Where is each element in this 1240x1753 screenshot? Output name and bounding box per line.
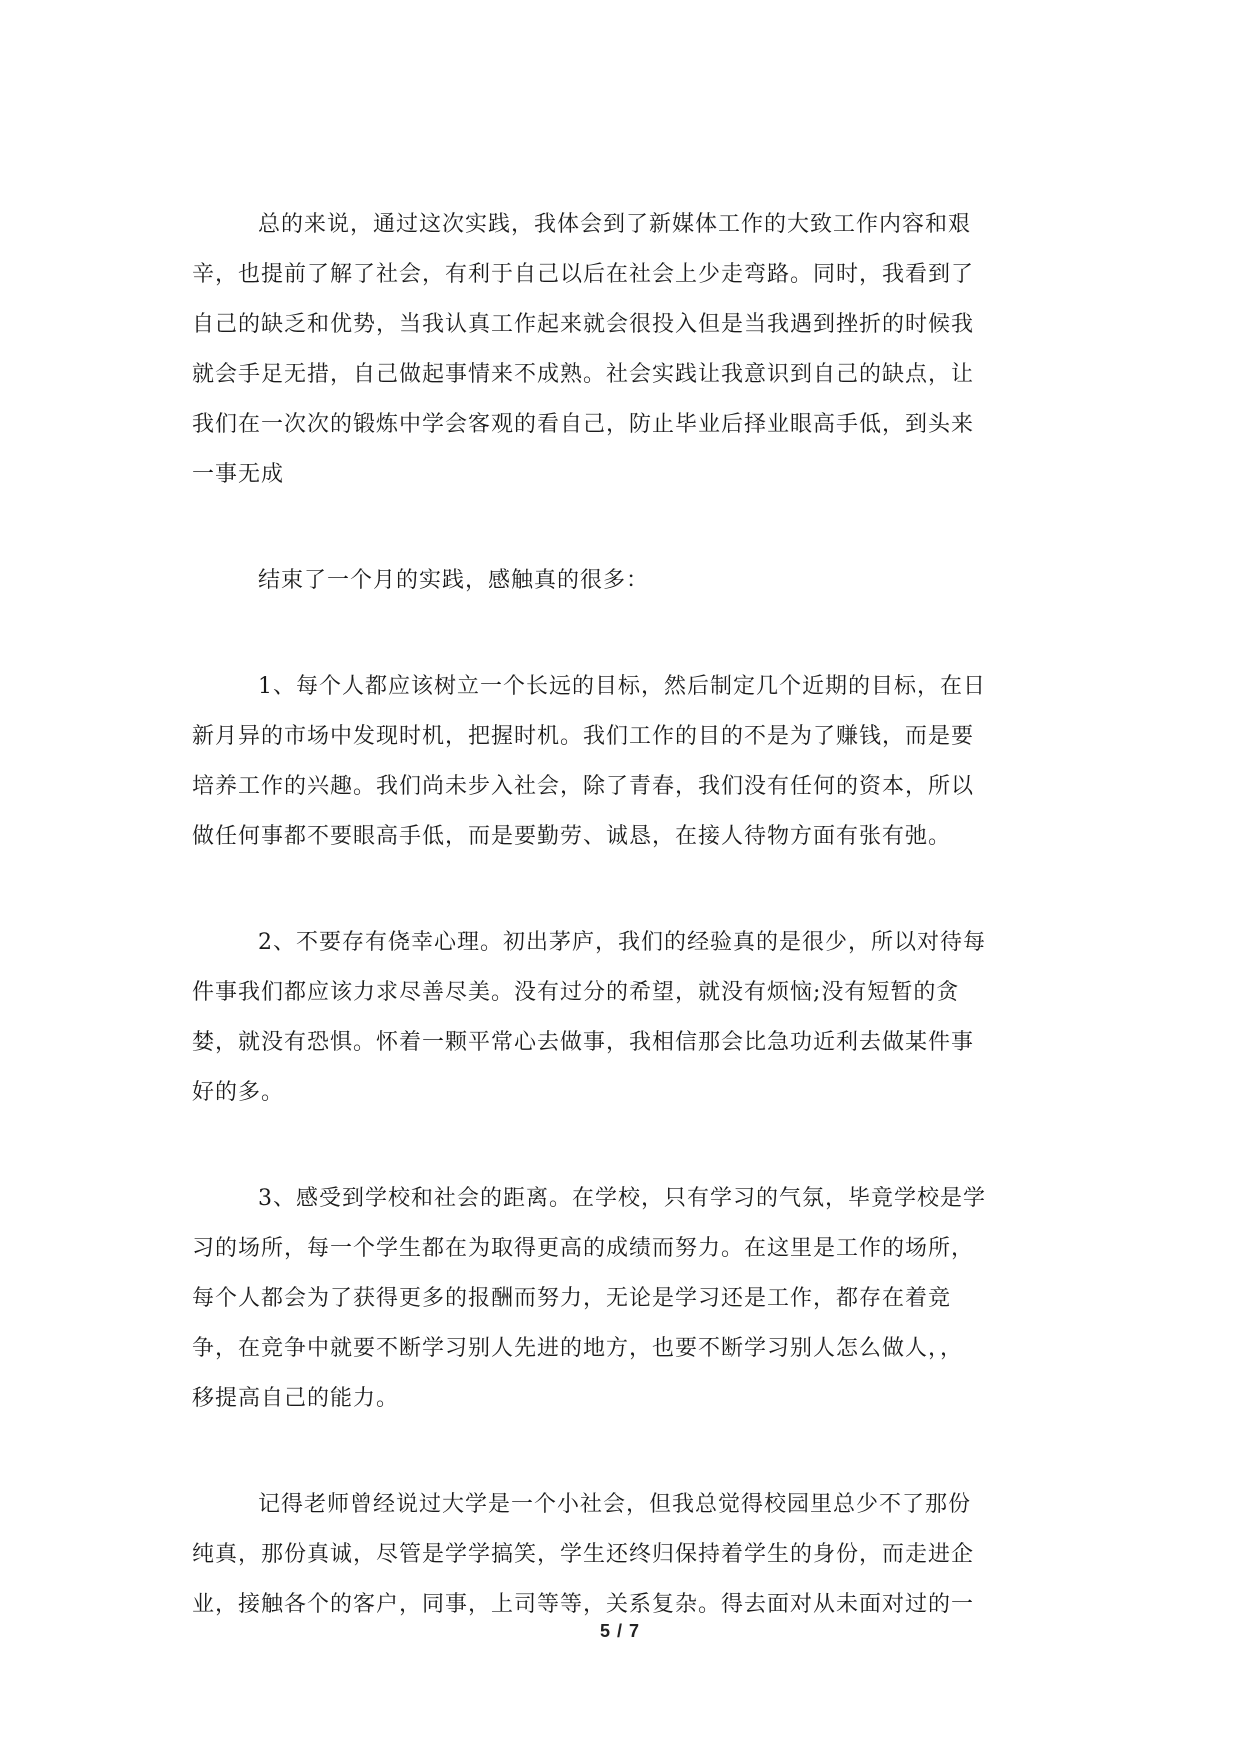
text-line: 培养工作的兴趣。我们尚未步入社会，除了青春，我们没有任何的资本，所以 (192, 774, 975, 799)
text-line: 每个人都会为了获得更多的报酬而努力，无论是学习还是工作，都存在着竞 (192, 1286, 952, 1311)
document-body (192, 200, 1058, 1630)
text-line: 记得老师曾经说过大学是一个小社会，但我总觉得校园里总少不了那份 (258, 1492, 972, 1517)
paragraph-teacher (192, 1480, 1058, 1630)
text-line: 移提高自己的能力。 (192, 1386, 400, 1411)
text-line: 新月异的市场中发现时机，把握时机。我们工作的目的不是为了赚钱，而是要 (192, 724, 975, 749)
text-line: 争，在竞争中就要不断学习别人先进的地方，也要不断学习别人怎么做人，， (192, 1336, 964, 1361)
text-line: 一事无成 (192, 462, 285, 487)
text-line: 好的多。 (192, 1080, 285, 1105)
text-line: 1、每个人都应该树立一个长远的目标，然后制定几个近期的目标，在日 (258, 674, 986, 699)
paragraph-point-1 (192, 662, 1058, 862)
paragraph-spacer (192, 500, 1058, 556)
paragraph-summary (192, 200, 1058, 500)
text-line: 业，接触各个的客户，同事，上司等等，关系复杂。得去面对从未面对过的一 (192, 1592, 975, 1617)
text-line: 结束了一个月的实践，感触真的很多： (258, 568, 650, 593)
text-line: 习的场所，每一个学生都在为取得更高的成绩而努力。在这里是工作的场所， (192, 1236, 975, 1261)
page-number: 5 / 7 (599, 1621, 641, 1641)
text-line: 我们在一次次的锻炼中学会客观的看自己，防止毕业后择业眼高手低，到头来 (192, 412, 975, 437)
text-line: 件事我们都应该力求尽善尽美。没有过分的希望，就没有烦恼;没有短暂的贪 (192, 980, 960, 1005)
text-line: 自己的缺乏和优势，当我认真工作起来就会很投入但是当我遇到挫折的时候我 (192, 312, 975, 337)
paragraph-point-2 (192, 918, 1058, 1118)
text-line: 辛，也提前了解了社会，有利于自己以后在社会上少走弯路。同时，我看到了 (192, 262, 975, 287)
paragraph-point-3 (192, 1174, 1058, 1424)
paragraph-spacer (192, 1424, 1058, 1480)
text-line: 2、不要存有侥幸心理。初出茅庐，我们的经验真的是很少，所以对待每 (258, 930, 986, 955)
paragraph-intro (192, 556, 1058, 606)
text-line: 做任何事都不要眼高手低，而是要勤劳、诚恳，在接人待物方面有张有弛。 (192, 824, 952, 849)
text-line: 总的来说，通过这次实践，我体会到了新媒体工作的大致工作内容和艰 (258, 212, 972, 237)
paragraph-spacer (192, 862, 1058, 918)
paragraph-spacer (192, 1118, 1058, 1174)
text-line: 3、感受到学校和社会的距离。在学校，只有学习的气氛，毕竟学校是学 (258, 1186, 986, 1211)
paragraph-spacer (192, 606, 1058, 662)
text-line: 就会手足无措，自己做起事情来不成熟。社会实践让我意识到自己的缺点，让 (192, 362, 975, 387)
text-line: 婪，就没有恐惧。怀着一颗平常心去做事，我相信那会比急功近利去做某件事 (192, 1030, 975, 1055)
text-line: 纯真，那份真诚，尽管是学学搞笑，学生还终归保持着学生的身份，而走进企 (192, 1542, 975, 1567)
